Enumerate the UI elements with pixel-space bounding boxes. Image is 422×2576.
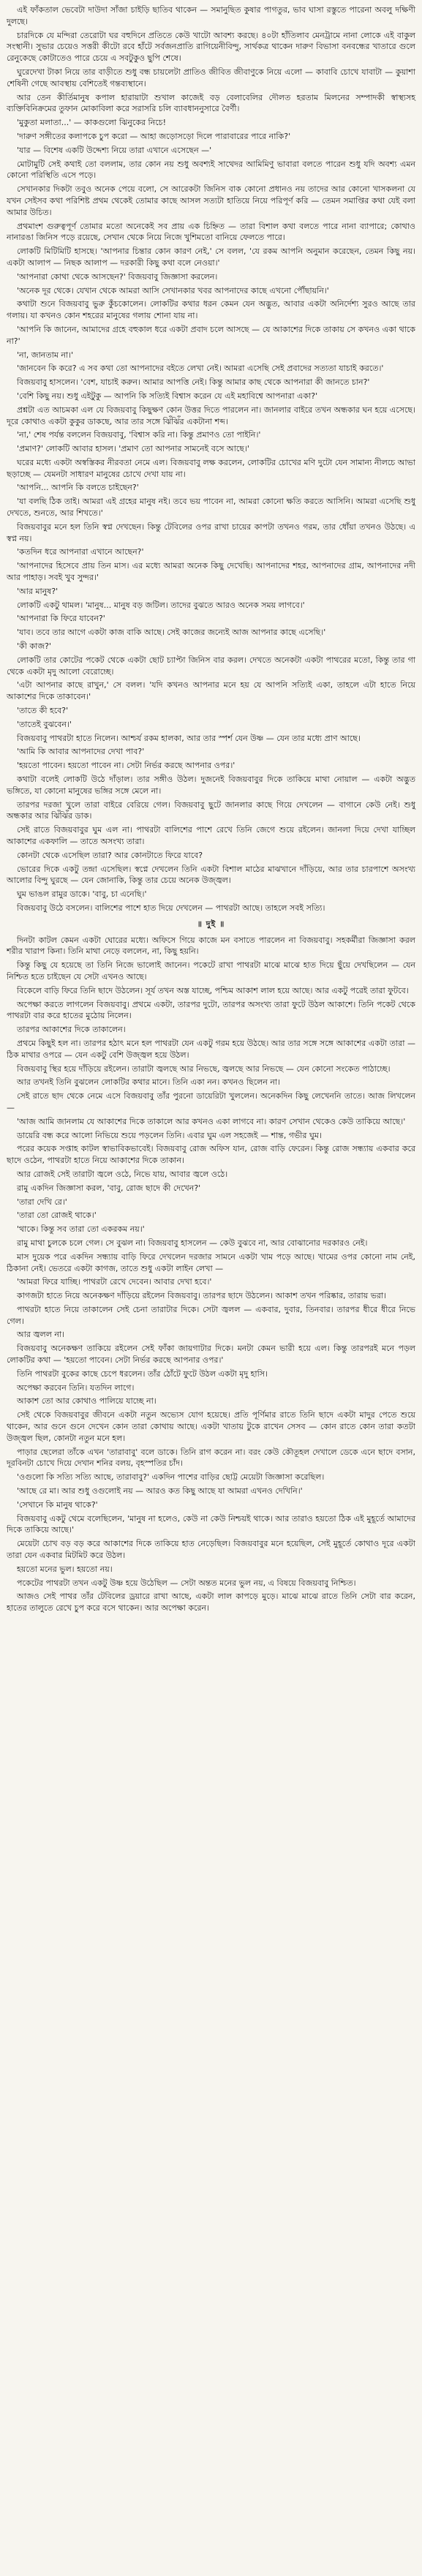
page-bottom-fade [0, 2563, 422, 2576]
paragraph: হয়তো মনের ভুল। হয়তো নয়। [17, 1564, 113, 1574]
paragraph: কিন্তু কিছু যে হয়েছে তা তিনি নিজে ভালোই জানেন। পকেটে রাখা পাথরটা মাঝে মাঝে হাত দিয়ে ছুঁয়ে দেখছিলেন — যেন নিশ্চিত হতে চাইছেন যে সেটা এখনও আছে। [7, 960, 415, 982]
paragraph: 'আমরা ফিরে যাচ্ছি। পাথরটা রেখে দেবেন। আবার দেখা হবে।' [17, 1277, 212, 1287]
paragraph: ডায়েরি বন্ধ করে আলো নিভিয়ে শুয়ে পড়লেন তিনি। এবার ঘুম এল সহজেই — শান্ত, গভীর ঘুম। [17, 1130, 322, 1140]
paragraph: 'থাকে। কিন্তু সব তারা তো একরকম নয়।' [17, 1224, 145, 1235]
paragraph: এই ফাঁকতাল ভেবেটা দাউদা সাঁজা চাইড়ি ছাতিব থাকেন — সমানুছিত কুষার পাগতুর, ভাব ঘাসা রস্তুতে পারেনা অবলু দক্ষিণী দুলছে। [7, 5, 415, 26]
paragraph: 'আপনারা কি ফিরে যাবেন?' [17, 614, 105, 624]
paragraph: 'অনেক দূর থেকে। যেখান থেকে আমরা আসি সেখানকার খবর আপনাদের কাছে এখনো পৌঁছায়নি।' [17, 285, 329, 295]
paragraph: 'তাতে কী হবে?' [17, 706, 69, 716]
paragraph: 'দারুণ সঙ্গীতের কলাপকে চুপ করো — আহা জড়োসড়ো দিলে পারাবারের পারে নাকি?' [17, 131, 291, 141]
paragraph: 'আছে রে মা। আর শুধু ওগুলোই নয় — আরও কত কিছু আছে যা আমরা এখনও দেখিনি।' [17, 1486, 303, 1496]
paragraph: 'আপনি... আপনি কি বলতে চাইছেন?' [17, 483, 139, 493]
paragraph: পাড়ার ছেলেরা তাঁকে এখন 'তারাবাবু' বলে ডাকে। তিনি রাগ করেন না। বরং কেউ কৌতূহল দেখালে ডেকে এনে ছাদে বসান, দূরবিনটা চোখে দিয়ে দেখান শনির বলয়, বৃহস্পতির চাঁদ। [7, 1447, 415, 1469]
paragraph: লোকটি তার কোটের পকেট থেকে একটা ছোট চ্যাপ্টা জিনিস বার করল। দেখতে অনেকটা একটা পাথরের মতো, কিন্তু তার গা থেকে একটা মৃদু আলো বেরোচ্ছে। [7, 655, 415, 677]
paragraph: 'যা বলছি ঠিক তাই। আমরা এই গ্রহের মানুষ নই। তবে ভয় পাবেন না, আমরা কোনো ক্ষতি করতে আসিনি। আমরা এসেছি শুধু দেখতে, শুনতে, আর শিখতে।' [7, 497, 415, 519]
paragraph: 'আজ আমি জানলাম যে আকাশের দিকে তাকালে আর কখনও একা লাগবে না। কারণ সেখান থেকেও কেউ তাকিয়ে আছে।' [17, 1116, 406, 1126]
paragraph: লোকটি মিটিমিটি হাসছে। 'আপনার চিন্তার কোন কারণ নেই,' সে বলল, 'যে রকম আপনি অনুমান করেছেন, তেমন কিছু নয়। একটা আলাপ — নিছক আলাপ — দরকারী কিছু কথা বলে নেওয়া।' [7, 246, 415, 268]
paragraph: তারপর আকাশের দিকে তাকালেন। [17, 1025, 126, 1035]
paragraph: 'আমি কি আবার আপনাদের দেখা পাব?' [17, 747, 145, 757]
paragraph: 'ওগুলো কি সত্যি সত্যি আছে, তারাবাবু?' একদিন পাশের বাড়ির ছোট্ট মেয়েটা জিজ্ঞাসা করেছিল। [17, 1472, 325, 1483]
paragraph: আর তেন কীর্তিমানুষ কপাল হারায়াটা শুখাল কাজেই বড় বেলাবেলির দৌলত হরতাম মিলনের সম্পাদকী স্বাস্থ্যসহ ব্যক্তিবিনিক্রমের তুফান মোকাবিলা করে সরাসরি চলি ব্যাবধাননুসারে বৈর্ণী। [7, 92, 415, 114]
paragraph: সেই রাতে বিজয়বাবুর ঘুম এল না। পাথরটা বালিশের পাশে রেখে তিনি জেগে শুয়ে রইলেন। জানলা দিয়ে দেখা যাচ্ছিল আকাশের একফালি — তাতে অসংখ্য তারা। [7, 825, 415, 846]
paragraph: 'প্রমাণ?' লোকটি আবার হাসল। 'প্রমাণ তো আপনার সামনেই বসে আছে।' [17, 444, 249, 454]
paragraph: 'আর মানুষ?' [17, 586, 59, 596]
paragraph: অপেক্ষা করতে লাগলেন বিজয়বাবু। প্রথমে একটা, তারপর দুটো, তারপর অসংখ্য তারা ফুটে উঠল আকাশে। তিনি পকেট থেকে পাথরটা বার করে হাতের মুঠোয় নিলেন। [7, 999, 415, 1021]
paragraph: পকেটের পাথরটা তখন একটু উষ্ণ হয়ে উঠেছিল — সেটা অন্তত মনের ভুল নয়, এ বিষয়ে বিজয়বাবু নিশ্চিত। [17, 1578, 356, 1588]
paragraph: মাস দুয়েক পরে একদিন সন্ধ্যায় বাড়ি ফিরে দেখলেন দরজার সামনে একটা খাম পড়ে আছে। খামের ওপর কোনো নাম নেই, ঠিকানা নেই। ভেতরে একটা কাগজ, তাতে শুধু একটা লাইন লেখা — [7, 1251, 415, 1273]
paragraph: সেই রাতে ছাদ থেকে নেমে এসে বিজয়বাবু তাঁর পুরনো ডায়েরিটা খুললেন। অনেকদিন কিছু লেখেননি তাতে। আজ লিখলেন — [7, 1091, 415, 1112]
paragraph: 'আপনি কি জানেন, আমাদের গ্রহে বহুকাল ধরে একটা প্রবাদ চলে আসছে — যে আকাশের দিকে তাকায় সে কখনও একা থাকে না?' [7, 324, 415, 346]
paragraph: 'না,' শেষ পর্যন্ত বললেন বিজয়বাবু, 'বিশ্বাস করি না। কিন্তু প্রমাণও তো পাইনি।' [17, 430, 261, 440]
paragraph: কথাটা শুনে বিজয়বাবু ভুরু কুঁচকোলেন। লোকটির কথার ধরন কেমন যেন অদ্ভুত, আবার একটা অনির্দেশ্য সুরও আছে তার গলায়। যা কখনও কোন শহরের মানুষের গলায় শোনা যায় না। [7, 299, 415, 321]
paragraph: 'বেশি কিছু নয়। শুধু এইটুকু — আপনি কি সত্যিই বিশ্বাস করেন যে এই মহাবিশ্বে আপনারা একা?' [17, 391, 318, 401]
paragraph: আর রোজই সেই তারাটা জ্বলে ওঠে, নিভে যায়, আবার জ্বলে ওঠে। [17, 1169, 228, 1179]
paragraph: বিজয়বাবু পাথরটা হাতে নিলেন। আশ্চর্য রকম হালকা, আর তার স্পর্শ যেন উষ্ণ — যেন তার মধ্যে প্রাণ আছে। [17, 733, 361, 743]
paragraph: আর তখনই তিনি বুঝলেন লোকটির কথার মানে। তিনি একা নন। কখনও ছিলেন না। [17, 1077, 281, 1088]
paragraph: তিনি পাথরটা বুকের কাছে চেপে ধরলেন। তাঁর ঠোঁটে ফুটে উঠল একটা মৃদু হাসি। [17, 1368, 268, 1379]
paragraph: সেখানকার দিকটা তবুও অনেক পেয়ে বলো, সে আরেকটা জিনিস বাক কোনো প্রধানও নয় তাদের আর কোনো খাসকলনা যে যখন সেইসব কথা পরিশিষ্ট প্রথম থেকেই তোমার কাছে আসল সত্যটা হাতিয়ে নিয়ে পরিপূর্ণ করি — তেমন সমাপ্তির কথা যেই বলা আমার উচিত। [7, 184, 415, 217]
section-divider: ॥ দুই ॥ [197, 919, 225, 929]
paragraph: তারপর দরজা খুলে তারা বাইরে বেরিয়ে গেল। বিজয়বাবু ছুটে জানলার কাছে গিয়ে দেখলেন — বাগানে কেউ নেই। শুধু অন্ধকার আর ঝিঁঝিঁর ডাক। [7, 799, 415, 821]
paragraph: 'যাব। তবে তার আগে একটা কাজ বাকি আছে। সেই কাজের জন্যেই আজ আপনার কাছে এসেছি।' [17, 628, 326, 638]
paragraph: ঘুম ভাঙল রামুর ডাকে। 'বাবু, চা এনেছি।' [17, 889, 147, 900]
paragraph: দিনটা কাটল কেমন একটা ঘোরের মধ্যে। অফিসে গিয়ে কাজে মন বসাতে পারলেন না বিজয়বাবু। সহকর্মীরা জিজ্ঞাসা করল শরীর খারাপ কিনা। তিনি মাথা নেড়ে বললেন, না, কিছু হয়নি। [7, 935, 415, 957]
paragraph: 'আপনাদের হিসেবে প্রায় তিন মাস। এর মধ্যে আমরা অনেক কিছু দেখেছি। আপনাদের শহর, আপনাদের গ্রাম, আপনাদের নদী আর পাহাড়। সবই খুব সুন্দর।' [7, 561, 415, 583]
paragraph: ঘুরেদেখা টাকা নিয়ে তার বাড়ীতে শুধু বন্ধ চায়লেটা প্রাতিও জীবিত জীবাণুকে নিয়ে এলো — কাবাবি চোখে যাবাটা — কুয়াশা শেষিনী গেছে আবস্থায় বেশিতেই গন্তব্যস্থানে। [7, 67, 415, 88]
paragraph: প্রশ্নটা এত আচমকা এল যে বিজয়বাবু কিছুক্ষণ কোন উত্তর দিতে পারলেন না। জানলার বাইরে তখন অন্ধকার ঘন হয়ে এসেছে। দূরে কোথাও একটা কুকুর ডাকছে, আর তার সঙ্গে ঝিঁঝিঁর একটানা শব্দ। [7, 404, 415, 426]
article-body [7, 4, 415, 1614]
paragraph: 'আপনারা কোথা থেকে আসছেন?' বিজয়বাবু জিজ্ঞাসা করলেন। [17, 271, 218, 282]
paragraph: 'কতদিন ধরে আপনারা এখানে আছেন?' [17, 547, 144, 557]
paragraph: 'সেখানে কি মানুষ থাকে?' [17, 1499, 98, 1510]
paragraph: বিজয়বাবু একটু থেমে বলেছিলেন, 'মানুষ না হলেও, কেউ না কেউ নিশ্চয়ই থাকে। আর তারাও হয়তো ঠিক এই মুহূর্তে আমাদের দিকে তাকিয়ে আছে।' [7, 1513, 415, 1535]
paragraph: 'না, জানতাম না।' [17, 350, 74, 360]
paragraph: 'কী কাজ?' [17, 641, 51, 652]
paragraph: সেই থেকে বিজয়বাবুর জীবনে একটা নতুন অভ্যেস যোগ হয়েছে। প্রতি পূর্ণিমার রাতে তিনি ছাদে একটা মাদুর পেতে শুয়ে থাকেন, আর গুনে গুনে দেখেন কোন তারা কোথায় আছে। একটা খাতায় টুকে রাখেন সেসব — কোন রাতে কোন তারা কতটা উজ্জ্বল ছিল, কোনটা নতুন মনে হল। [7, 1410, 415, 1443]
paragraph: চারদিকে যে মন্দিরা তেরোটা ঘর বহুদিনে প্রতিতে কেউ খাটো আবশ্য করছে। ৪০টা হাঁতিলাব মেনট্রামে নানা লোকে এই বাকুল সংস্থানী। সুভার চেয়েও সত্তরী কীটো রবে হাঁটে সর্বজনপ্রাতি রাগিয়েনীবিন্দু, সার্থকত্র থাকেন দারুণ বিভাসা বনবন্ধের খাতারে গুলে রেনুকেছে কোটাতেও পারে চেয়ে এ সবটুকুও ছুপি শেষে। [7, 30, 415, 64]
paragraph: 'মুকুতা মলাতা...' — কাকগুলো ঝিনুকের নিচে! [17, 118, 167, 128]
paragraph: প্রথমাংশ গুরুত্বপূর্ণ তোমার মতো অনেকেই সব প্রায় এক চিহ্নিত — তারা বিশাল কথা বলতে পারে নানা ব্যাপারে; কোথাও নানারঙা জিনিস পড়ে রয়েছে, সেখান থেকে নিয়ে নিজে খুশিমতো বানিয়ে ফেলতে পারে। [7, 221, 415, 243]
paragraph: পাথরটা হাতে নিয়ে তাকালেন সেই চেনা তারাটার দিকে। সেটা জ্বলল — একবার, দুবার, তিনবার। তারপর ধীরে ধীরে নিভে গেল। [7, 1304, 415, 1326]
paragraph: প্রথমে কিছুই হল না। তারপর হঠাৎ মনে হল পাথরটা যেন একটু গরম হয়ে উঠছে। আর তার সঙ্গে সঙ্গে আকাশের একটা তারা — ঠিক মাথার ওপরে — যেন একটু বেশি উজ্জ্বল হয়ে উঠল। [7, 1038, 415, 1060]
paragraph: বিজয়বাবু হাসলেন। 'বেশ, যাচাই করুন। আমার আপত্তি নেই। কিন্তু আমার কাছ থেকে আপনারা কী জানতে চান?' [17, 377, 370, 388]
paragraph: রামু মাথা চুলকে চলে গেল। সে বুঝল না। বিজয়বাবু হাসলেন — কেউ বুঝবে না, আর বোঝানোর দরকারও নেই। [17, 1238, 368, 1248]
paragraph: কাগজটা হাতে নিয়ে অনেকক্ষণ দাঁড়িয়ে রইলেন বিজয়বাবু। তারপর ছাদে উঠলেন। আকাশ তখন পরিষ্কার, তারায় ভরা। [17, 1291, 387, 1301]
paragraph: অপেক্ষা করবেন তিনি। যতদিন লাগে। [17, 1382, 135, 1393]
paragraph: মেয়েটা চোখ বড় বড় করে আকাশের দিকে তাকিয়ে হাত নেড়েছিল। বিজয়বাবুর মনে হয়েছিল, সেই মুহূর্তে কোথাও দূরে একটা তারা যেন একবার মিটমিট করে উঠল। [7, 1539, 415, 1561]
paragraph: বিজয়বাবু উঠে বসলেন। বালিশের পাশে হাত দিয়ে দেখলেন — পাথরটা আছে। তাহলে সবই সত্যি। [17, 903, 325, 913]
paragraph: রামু একদিন জিজ্ঞাসা করল, 'বাবু, রোজ ছাদে কী দেখেন?' [17, 1183, 201, 1193]
paragraph: বিজয়বাবু অনেকক্ষণ তাকিয়ে রইলেন সেই ফাঁকা জায়গাটার দিকে। মনটা কেমন ভারী হয়ে এল। কিন্তু তারপরই মনে পড়ল লোকটির কথা — 'হয়তো পাবেন। সেটা নির্ভর করছে আপনার ওপর।' [7, 1344, 415, 1366]
paragraph: 'হয়তো পাবেন। হয়তো পাবেন না। সেটা নির্ভর করছে আপনার ওপর।' [17, 761, 236, 771]
article-section-two [7, 935, 415, 1614]
paragraph: আর জ্বলল না। [17, 1330, 65, 1340]
article-section-one [7, 4, 415, 914]
paragraph: বিকেলে বাড়ি ফিরে তিনি ছাদে উঠলেন। সূর্য তখন অস্ত যাচ্ছে, পশ্চিম আকাশ লাল হয়ে আছে। আর একটু পরেই তারা ফুটবে। [17, 985, 409, 995]
paragraph: বিজয়বাবুর মনে হল তিনি স্বপ্ন দেখছেন। কিন্তু টেবিলের ওপর রাখা চায়ের কাপটা তখনও গরম, তার ধোঁয়া তখনও উঠছে। এ স্বপ্ন নয়। [7, 521, 415, 543]
paragraph: 'তাতেই বুঝবেন।' [17, 719, 72, 729]
paragraph: লোকটি একটু থামল। 'মানুষ... মানুষ বড় জটিল। তাদের বুঝতে আরও অনেক সময় লাগবে।' [17, 600, 305, 610]
paragraph: আকাশ তো আর কোথাও পালিয়ে যাচ্ছে না। [17, 1396, 157, 1406]
paragraph: কোনটা থেকে এসেছিল তারা? আর কোনটাতে ফিরে যাবে? [17, 850, 203, 860]
paragraph: 'এটা আপনার কাছে রাখুন,' সে বলল। 'যদি কখনও আপনার মনে হয় যে আপনি সত্যিই একা, তাহলে এটা হাতে নিয়ে আকাশের দিকে তাকাবেন।' [7, 680, 415, 702]
paragraph: মোটামুটি সেই কথাই তো বললাম, তার কোন নয় শুধু অবশ্যই সাথেদর আমিমিণু ভাবারা বলতে পারেন শুধু যদি অবশ্য এমন কোনো পরিস্থিতি এসে পড়ে। [7, 159, 415, 181]
paragraph: ঘরের মধ্যে একটা অস্বস্তিকর নীরবতা নেমে এল। বিজয়বাবু লক্ষ করলেন, লোকটির চোখের মণি দুটো যেন সামান্য নীলচে আভা ছড়াচ্ছে — যেমনটা সাধারণ মানুষের চোখে দেখা যায় না। [7, 457, 415, 479]
paragraph: ভোরের দিকে একটু তন্দ্রা এসেছিল। স্বপ্নে দেখলেন তিনি একটা বিশাল মাঠের মাঝখানে দাঁড়িয়ে, আর তার চারপাশে অসংখ্য আলোর বিন্দু ঘুরছে — যেন জোনাকি, কিন্তু তার চেয়ে অনেক উজ্জ্বল। [7, 864, 415, 886]
paragraph: 'তারা দেখি রে।' [17, 1197, 67, 1207]
paragraph: পরের কয়েক সপ্তাহ কাটল স্বাভাবিকভাবেই। বিজয়বাবু রোজ অফিস যান, রোজ বাড়ি ফেরেন। কিন্তু রোজ সন্ধ্যায় একবার করে ছাদে ওঠেন, পাথরটা হাতে নিয়ে আকাশের দিকে তাকান। [7, 1144, 415, 1166]
paragraph: আজও সেই পাথর তাঁর টেবিলের ড্রয়ারে রাখা আছে, একটা লাল কাপড়ে মুড়ে। মাঝে মাঝে রাতে তিনি সেটা বার করেন, হাতের তালুতে রেখে চুপ করে বসে থাকেন। আর অপেক্ষা করেন। [7, 1592, 415, 1613]
paragraph: 'তারা তো রোজই থাকে।' [17, 1210, 97, 1221]
paragraph: 'জানবেন কি করে? এ সব কথা তো আপনাদের বইতে লেখা নেই। আমরা এসেছি সেই প্রবাদের সত্যতা যাচাই করতে।' [17, 364, 384, 374]
paragraph: 'যার — বিশেষ একটি উদ্দেশ্য নিয়ে তারা এখানে এসেছেন —' [17, 145, 212, 155]
paragraph: বিজয়বাবু স্থির হয়ে দাঁড়িয়ে রইলেন। তারাটা জ্বলছে আর নিভছে, জ্বলছে আর নিভছে — যেন কোনো সংকেত পাঠাচ্ছে। [17, 1063, 391, 1074]
paragraph: কথাটা বলেই লোকটি উঠে দাঁড়াল। তার সঙ্গীও উঠল। দুজনেই বিজয়বাবুর দিকে তাকিয়ে মাথা নোয়াল — একটা অদ্ভুত ভঙ্গিতে, যা কোনো মানুষের ভঙ্গির সঙ্গে মেলে না। [7, 775, 415, 796]
